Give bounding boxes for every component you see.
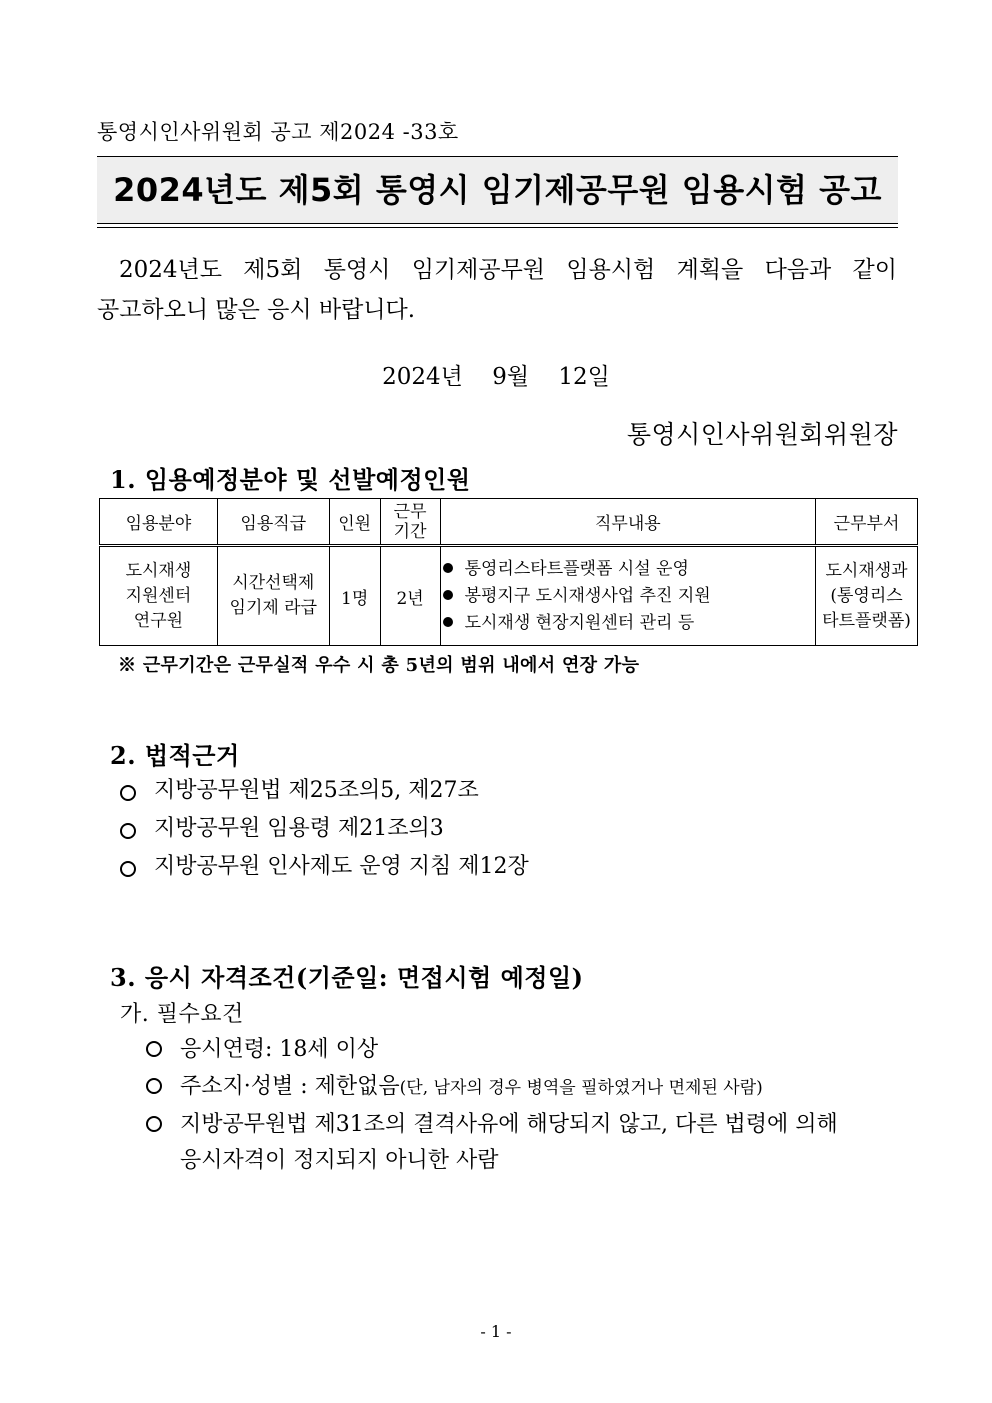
circle-bullet-icon [146, 1116, 162, 1132]
circle-bullet-icon [120, 785, 136, 801]
cell-duties [440, 546, 815, 646]
table-note: ※ 근무기간은 근무실적 우수 시 총 5년의 범위 내에서 연장 가능 [118, 655, 640, 676]
intro-line-2: 공고하오니 많은 응시 바랍니다. [97, 297, 416, 323]
list-item: 지방공무원법 제31조의 결격사유에 해당되지 않고, 다른 법령에 의해 응시자격이 정지되지 아니한 사람 [146, 1107, 901, 1179]
legal-basis-list [120, 776, 529, 890]
duty-item: 통영리스타트플랫폼 시설 운영 [443, 556, 815, 583]
notice-number: 통영시인사위원회 공고 제2024 -33호 [97, 120, 459, 144]
table-row [100, 546, 918, 646]
intro-line-1: 2024년도 제5회 통영시 임기제공무원 임용시험 계획을 다음과 같이 [119, 257, 897, 283]
intro-paragraph [97, 250, 897, 330]
dept-l2: (통영리스 [830, 585, 903, 606]
recruitment-table [99, 498, 918, 646]
grade-l1: 시간선택제 [232, 573, 315, 593]
section-3-subheading: 가. 필수요건 [120, 1002, 244, 1027]
list-item: 지방공무원 인사제도 운영 지침 제12장 [120, 852, 529, 890]
cell-count: 1명 [329, 546, 380, 646]
page-number: - 1 - [480, 1322, 512, 1341]
circle-bullet-icon [146, 1078, 162, 1094]
header-duties: 직무내용 [440, 499, 815, 546]
field-l2: 지원센터 [125, 585, 192, 606]
bullet-icon [443, 617, 453, 627]
header-period-l2: 기간 [393, 521, 427, 542]
section-2-heading: 2. 법적근거 [110, 741, 240, 770]
notice-date: 2024년 9월 12일 [382, 364, 610, 390]
list-item: 지방공무원법 제25조의5, 제27조 [120, 776, 529, 814]
header-dept: 근무부서 [816, 499, 918, 546]
page-title: 2024년도 제5회 통영시 임기제공무원 임용시험 공고 [113, 171, 882, 209]
requirements-list [146, 1032, 901, 1180]
signer: 통영시인사위원회위원장 [626, 420, 898, 449]
circle-bullet-icon [120, 861, 136, 877]
table-header-row [100, 499, 918, 546]
header-period [380, 499, 440, 546]
cell-field [100, 546, 218, 646]
cell-period: 2년 [380, 546, 440, 646]
cell-grade [217, 546, 329, 646]
bullet-icon [443, 590, 453, 600]
duty-item: 도시재생 현장지원센터 관리 등 [443, 610, 815, 637]
header-grade: 임용직급 [217, 499, 329, 546]
circle-bullet-icon [146, 1041, 162, 1057]
header-field: 임용분야 [100, 499, 218, 546]
list-item: 응시연령: 18세 이상 [146, 1032, 901, 1068]
dept-l3: 타트플랫폼) [822, 610, 911, 631]
list-item: 지방공무원 임용령 제21조의3 [120, 814, 529, 852]
list-item: 주소지·성별 : 제한없음(단, 남자의 경우 병역을 필하였거나 면제된 사람) [146, 1069, 901, 1106]
grade-l2: 임기제 라급 [229, 598, 318, 618]
title-box [97, 156, 898, 224]
dept-l1: 도시재생과 [825, 560, 908, 581]
header-period-l1: 근무 [393, 501, 427, 522]
address-note: (단, 남자의 경우 병역을 필하였거나 면제된 사람) [399, 1078, 763, 1098]
section-1-heading: 1. 임용예정분야 및 선발예정인원 [110, 465, 471, 494]
section-3-heading: 3. 응시 자격조건(기준일: 면접시험 예정일) [110, 963, 584, 992]
header-count: 인원 [329, 499, 380, 546]
duty-item: 봉평지구 도시재생사업 추진 지원 [443, 583, 815, 610]
field-l3: 연구원 [133, 610, 184, 631]
cell-dept [816, 546, 918, 646]
field-l1: 도시재생 [125, 560, 192, 581]
circle-bullet-icon [120, 823, 136, 839]
bullet-icon [443, 563, 453, 573]
